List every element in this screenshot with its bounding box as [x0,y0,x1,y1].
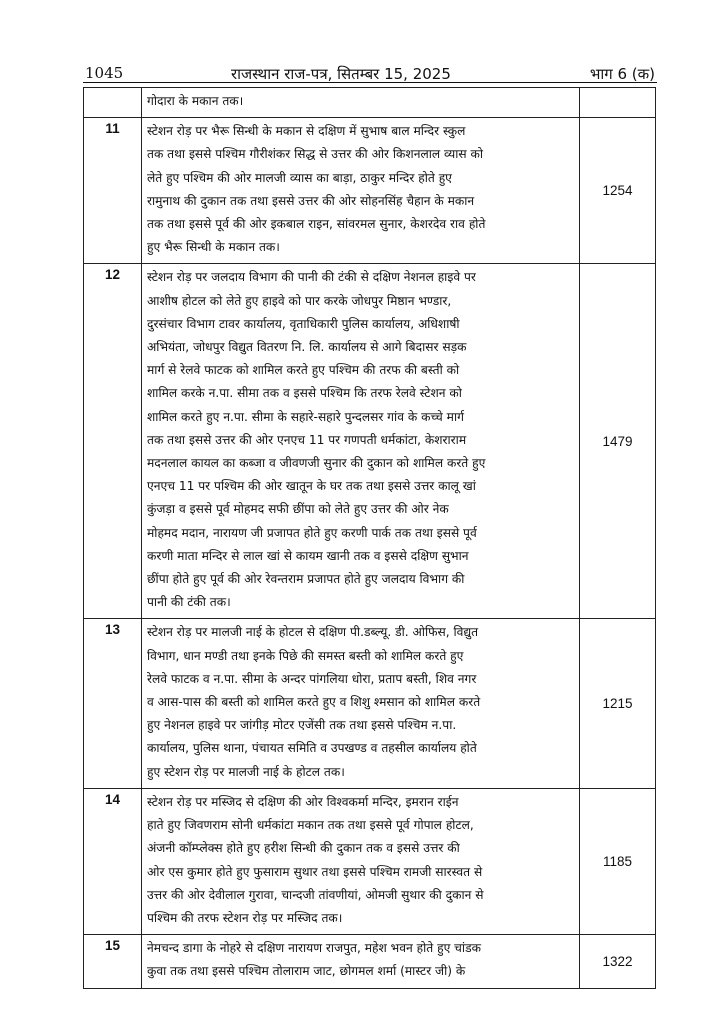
table-row [84,788,656,934]
population-count: 1215 [580,619,656,788]
description-line: रेलवे फाटक व न.पा. सीमा के अन्दर पांगलिया धोरा, प्रताप बस्ती, शिव नगर [147,671,477,686]
population-count: 1185 [580,788,656,934]
description-line: गोदारा के मकान तक। [147,94,244,108]
description-line: हुए भैरू सिन्धी के मकान तक। [147,240,280,255]
description-line: स्टेशन रोड़ पर मस्जिद से दक्षिण की ओर विश्वकर्मा मन्दिर, इमरान राईन [147,794,459,809]
description-line: हुए नेशनल हाइवे पर जांगीड़ मोटर एजेंसी तक तथा इससे पश्चिम न.पा. [147,718,457,733]
description-line: आशीष होटल को लेते हुए हाइवे को पार करके जोधपुर मिष्ठान भण्डार, [147,293,452,308]
table-row [84,88,656,118]
ward-number [84,88,142,118]
population-count [580,88,656,118]
description-line: पश्चिम की तरफ स्टेशन रोड़ पर मस्जिद तक। [147,910,343,925]
description-line: व आस-पास की बस्ती को शामिल करते हुए व शिशु श्मसान को शामिल करते [147,695,481,710]
description-line: करणी माता मन्दिर से लाल खां से कायम खानी तक व इससे दक्षिण सुभान [147,548,469,563]
description-line: तक तथा इससे पूर्व की ओर इकबाल राइन, सांवरमल सुनार, केशरदेव राव होते [147,217,486,232]
description-line: तक तथा इससे उत्तर की ओर एनएच 11 पर गणपती धर्मकांटा, केशराराम [147,432,467,447]
ward-number: 15 [84,935,142,988]
description-line: अभियंता, जोधपुर विद्युत वितरण नि. लि. कार्यालय से आगे बिदासर सड़क [147,340,467,355]
ward-boundary-description [142,264,580,619]
ward-boundary-description [142,118,580,264]
description-line: उत्तर की ओर देवीलाल गुरावा, चान्दजी तांवणीयां, ओमजी सुथार की दुकान से [147,887,484,902]
description-line: ओर एस कुमार होते हुए फुसाराम सुथार तथा इससे पश्चिम रामजी सारस्वत से [147,864,483,879]
description-line: छींपा होते हुए पूर्व की ओर रेवन्तराम प्रजापत होते हुए जलदाय विभाग की [147,572,465,587]
ward-number: 13 [84,619,142,788]
description-line: मदनलाल कायल का कब्जा व जीवणजी सुनार की दुकान को शामिल करते हुए [147,456,486,471]
ward-boundary-table [83,87,656,989]
description-line: स्टेशन रोड़ पर भैरू सिन्धी के मकान से दक्षिण में सुभाष बाल मन्दिर स्कुल [147,124,466,139]
population-count: 1479 [580,264,656,619]
ward-boundary-description [142,788,580,934]
page-header [83,58,657,83]
description-line: कार्यालय, पुलिस थाना, पंचायत समिति व उपखण्ड व तहसील कार्यालय होते [147,741,477,756]
description-line: स्टेशन रोड़ पर जलदाय विभाग की पानी की टंकी से दक्षिण नेशनल हाइवे पर [147,270,476,285]
description-line: शामिल करते हुए न.पा. सीमा के सहारे-सहारे पुन्दलसर गांव के कच्चे मार्ग [147,409,464,424]
description-line: तक तथा इससे पश्चिम गौरीशंकर सिद्ध से उत्तर की ओर किशनलाल व्यास को [147,147,484,162]
description-line: हाते हुए जिवणराम सोनी धर्मकांटा मकान तक तथा इससे पूर्व गोपाल होटल, [147,818,474,833]
description-line: शामिल करके न.पा. सीमा तक व इससे पश्चिम कि तरफ रेलवे स्टेशन को [147,386,462,401]
table-row [84,118,656,264]
description-line: हुए स्टेशन रोड़ पर मालजी नाई के होटल तक। [147,764,345,779]
ward-boundary-description [142,88,580,118]
ward-boundary-description [142,935,580,988]
gazette-part: भाग 6 (क) [589,65,655,83]
table-row [84,619,656,788]
description-line: अंजनी कॉम्प्लेक्स होते हुए हरीश सिन्धी की दुकान तक व इससे उत्तर की [147,841,460,856]
description-line: विभाग, धान मण्डी तथा इनके पिछे की समस्त बस्ती को शामिल करते हुए [147,648,464,663]
gazette-title: राजस्थान राज-पत्र, सितम्बर 15, 2025 [231,65,451,83]
description-line: रामुनाथ की दुकान तक तथा इससे उत्तर की ओर सोहनसिंह चैहान के मकान [147,193,475,208]
description-line: कुंजड़ा व इससे पूर्व मोहमद सफी छींपा को लेते हुए उत्तर की ओर नेक [147,502,449,517]
ward-number: 14 [84,788,142,934]
page-number: 1045 [85,64,124,82]
description-line: मोहमद मदान, नारायण जी प्रजापत होते हुए करणी पार्क तक तथा इससे पूर्व [147,525,477,540]
description-line: पानी की टंकी तक। [147,595,231,610]
table-row [84,935,656,988]
population-count: 1254 [580,118,656,264]
description-line: एनएच 11 पर पश्चिम की ओर खातून के घर तक तथा इससे उत्तर कालू खां [147,479,476,494]
description-line: कुवा तक तथा इससे पश्चिम तोलाराम जाट, छोगमल शर्मा (मास्टर जी) के [147,964,466,979]
ward-boundary-description [142,619,580,788]
description-line: मार्ग से रेलवे फाटक को शामिल करते हुए पश्चिम की तरफ की बस्ती को [147,363,460,378]
description-line: दुरसंचार विभाग टावर कार्यालय, वृताधिकारी पुलिस कार्यालय, अधिशाषी [147,316,460,331]
ward-number: 12 [84,264,142,619]
description-line: नेमचन्द डागा के नोहरे से दक्षिण नारायण राजपुत, महेश भवन होते हुए चांडक [147,941,481,956]
description-line: स्टेशन रोड़ पर मालजी नाई के होटल से दक्षिण पी.डब्ल्यू. डी. ओफिस, विद्युत [147,625,479,640]
table-row [84,264,656,619]
description-line: लेते हुए पश्चिम की ओर मालजी व्यास का बाड़ा, ठाकुर मन्दिर होते हुए [147,170,452,185]
population-count: 1322 [580,935,656,988]
ward-number: 11 [84,118,142,264]
